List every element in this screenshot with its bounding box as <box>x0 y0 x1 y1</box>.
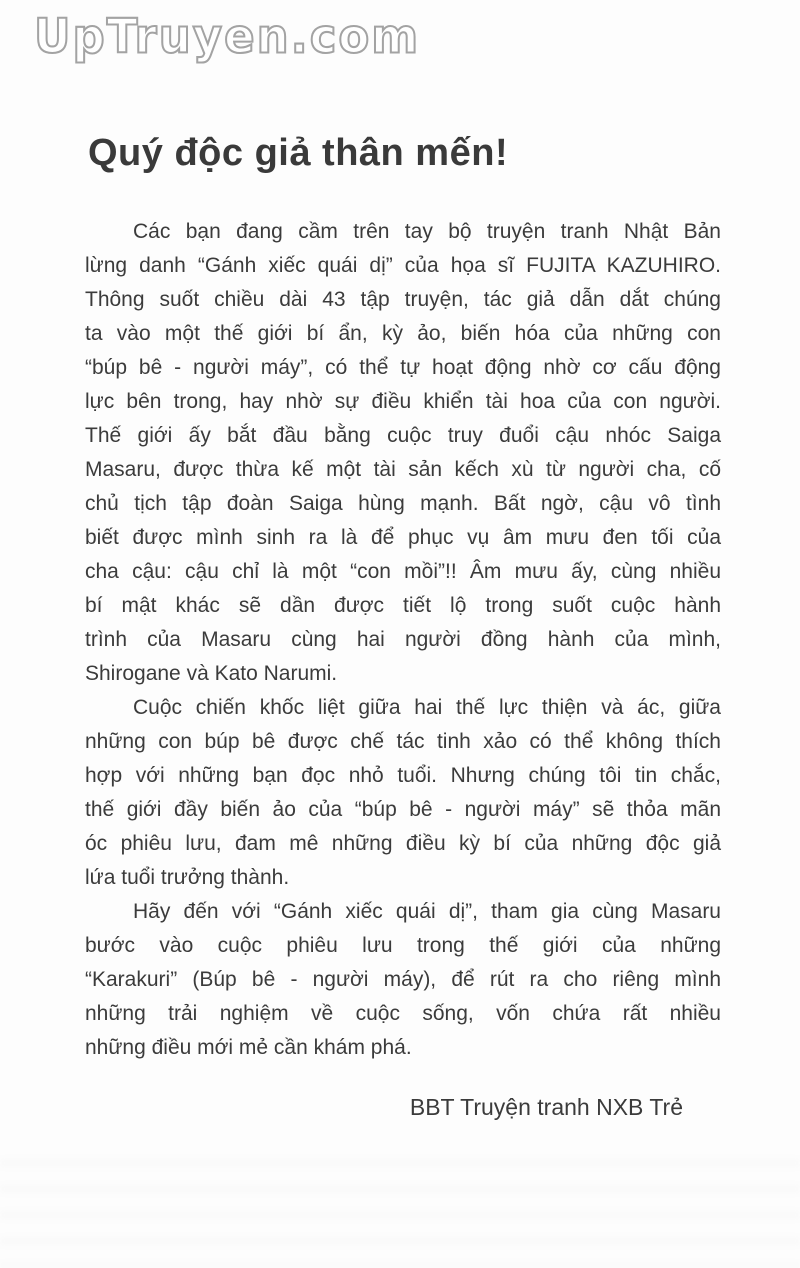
text-line: thế giới đầy biến ảo của “búp bê - người máy” sẽ thỏa mãn <box>85 798 721 821</box>
text-line: chủ tịch tập đoàn Saiga hùng mạnh. Bất ngờ, cậu vô tình <box>85 492 721 515</box>
text-line: những điều mới mẻ cần khám phá. <box>85 1036 412 1059</box>
paragraph-2 <box>85 691 721 895</box>
text-line: Hãy đến với “Gánh xiếc quái dị”, tham gia cùng Masaru <box>133 900 721 923</box>
text-line: Thông suốt chiều dài 43 tập truyện, tác giả dẫn dắt chúng <box>85 288 721 311</box>
text-line: Thế giới ấy bắt đầu bằng cuộc truy đuổi cậu nhóc Saiga <box>85 424 721 447</box>
text-line: Cuộc chiến khốc liệt giữa hai thế lực thiện và ác, giữa <box>133 696 721 719</box>
text-line: những con búp bê được chế tác tinh xảo có thể không thích <box>85 730 721 753</box>
text-line: lừng danh “Gánh xiếc quái dị” của họa sĩ FUJITA KAZUHIRO. <box>85 254 721 277</box>
text-line: lứa tuổi trưởng thành. <box>85 866 290 889</box>
text-line: “búp bê - người máy”, có thể tự hoạt động nhờ cơ cấu động <box>85 356 721 379</box>
text-line: cha cậu: cậu chỉ là một “con mồi”!! Âm mưu ấy, cùng nhiều <box>85 560 721 583</box>
text-line: biết được mình sinh ra là để phục vụ âm mưu đen tối của <box>85 526 721 549</box>
text-line: những trải nghiệm về cuộc sống, vốn chứa rất nhiều <box>85 1002 721 1025</box>
letter-body <box>85 215 721 1065</box>
watermark-uptruyen: UpTruyen.com <box>34 8 421 65</box>
text-line: bí mật khác sẽ dần được tiết lộ trong suốt cuộc hành <box>85 594 721 617</box>
text-line: “Karakuri” (Búp bê - người máy), để rút ra cho riêng mình <box>85 968 721 991</box>
text-line: Shirogane và Kato Narumi. <box>85 662 338 685</box>
text-line: Masaru, được thừa kế một tài sản kếch xù từ người cha, cố <box>85 458 721 481</box>
text-line: trình của Masaru cùng hai người đồng hành của mình, <box>85 628 721 651</box>
paragraph-3 <box>85 895 721 1065</box>
text-line: óc phiêu lưu, đam mê những điều kỳ bí của những độc giả <box>85 832 721 855</box>
paragraph-1 <box>85 215 721 691</box>
page-title: Quý độc giả thân mến! <box>88 132 509 174</box>
text-line: lực bên trong, hay nhờ sự điều khiển tài hoa của con người. <box>85 390 721 413</box>
text-line: hợp với những bạn đọc nhỏ tuổi. Nhưng chúng tôi tin chắc, <box>85 764 721 787</box>
text-line: bước vào cuộc phiêu lưu trong thế giới của những <box>85 934 721 957</box>
text-line: Các bạn đang cầm trên tay bộ truyện tranh Nhật Bản <box>133 220 721 243</box>
text-line: ta vào một thế giới bí ẩn, kỳ ảo, biến hóa của những con <box>85 322 721 345</box>
page-bleedthrough <box>0 1158 800 1268</box>
signature-line: BBT Truyện tranh NXB Trẻ <box>409 1094 683 1120</box>
